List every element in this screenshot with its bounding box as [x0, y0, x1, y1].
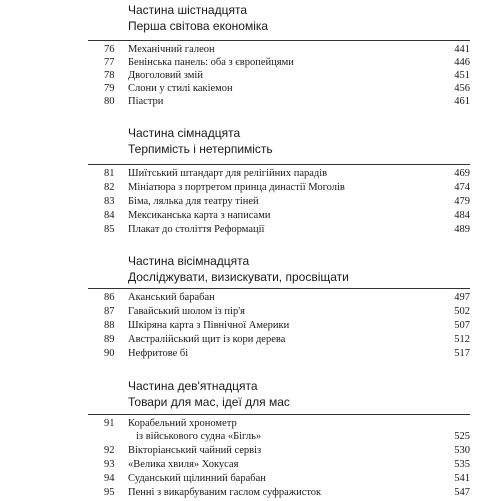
entry-number: 77 [104, 57, 115, 68]
toc-entry[interactable] [0, 416, 500, 446]
entry-title: Мініатюра з портретом принца династії Моголів [128, 182, 345, 193]
entry-number: 78 [104, 70, 115, 81]
entry-number: 81 [104, 168, 115, 179]
entry-page: 507 [454, 320, 470, 331]
entry-title: Гавайський шолом із пір'я [128, 306, 245, 317]
toc-entry[interactable] [0, 485, 500, 501]
entry-title: Аканський барабан [128, 292, 215, 303]
entry-title: Шиїтський штандарт для релігійних парадів [128, 168, 328, 179]
part-label: Частина дев'ятнадцята [128, 379, 258, 393]
entry-page: 547 [454, 487, 470, 498]
section-divider [88, 288, 470, 289]
entry-title: Двоголовий змій [128, 70, 203, 81]
entry-page: 512 [454, 334, 470, 345]
entry-number: 89 [104, 334, 115, 345]
entry-number: 87 [104, 306, 115, 317]
entry-page: 497 [454, 292, 470, 303]
entry-page: 541 [454, 473, 470, 484]
entry-number: 88 [104, 320, 115, 331]
entry-number: 80 [104, 96, 115, 107]
toc-entry[interactable] [0, 346, 500, 362]
entry-page: 479 [454, 196, 470, 207]
entry-page: 469 [454, 168, 470, 179]
entry-number: 94 [104, 473, 115, 484]
entry-page: 446 [454, 57, 470, 68]
entry-number: 79 [104, 83, 115, 94]
entry-number: 92 [104, 445, 115, 456]
entry-page: 474 [454, 182, 470, 193]
toc-entry[interactable] [0, 222, 500, 238]
part-label: Частина вісімнадцята [128, 254, 250, 268]
entry-page: 461 [454, 96, 470, 107]
entry-title: Механічний галеон [128, 44, 215, 55]
entry-number: 76 [104, 44, 115, 55]
entry-page: 441 [454, 44, 470, 55]
entry-title: Австралійський щит із кори дерева [128, 334, 286, 345]
entry-number: 95 [104, 487, 115, 498]
entry-title: Біма, лялька для театру тіней [128, 196, 259, 207]
part-label: Частина сімнадцята [128, 126, 241, 140]
entry-title: Слони у стилі какіемон [128, 83, 233, 94]
entry-number: 83 [104, 196, 115, 207]
entry-title: Нефритове бі [128, 348, 189, 359]
entry-page: 484 [454, 210, 470, 221]
entry-number: 90 [104, 348, 115, 359]
entry-page: 535 [454, 459, 470, 470]
entry-page: 530 [454, 445, 470, 456]
entry-title: Шкіряна карта з Північної Америки [128, 320, 290, 331]
entry-page: 502 [454, 306, 470, 317]
part-title: Досліджувати, визискувати, просвіщати [128, 270, 349, 284]
entry-title-continued: із військового судна «Бігль» [136, 431, 262, 442]
entry-number: 86 [104, 292, 115, 303]
section-divider [88, 164, 470, 165]
entry-number: 93 [104, 459, 115, 470]
entry-title: Плакат до століття Реформації [128, 224, 265, 235]
part-title: Терпимість і нетерпимість [128, 142, 273, 156]
part-label: Частина шістнадцята [128, 3, 248, 17]
entry-title: Суданський щілинний барабан [128, 473, 266, 484]
section-divider [88, 414, 470, 415]
entry-title: Корабельний хронометр [128, 418, 237, 429]
entry-page: 489 [454, 224, 470, 235]
entry-title: Вікторіанський чайний сервіз [128, 445, 262, 456]
entry-number: 84 [104, 210, 115, 221]
entry-page: 525 [454, 431, 470, 442]
entry-title: Піастри [128, 96, 164, 107]
section-divider [88, 40, 470, 41]
entry-number: 91 [104, 418, 115, 429]
entry-title: Пенні з викарбуваним гаслом суфражисток [128, 487, 322, 498]
entry-title: «Велика хвиля» Хокусая [128, 459, 239, 470]
entry-title: Бенінська панель: оба з європейцями [128, 57, 294, 68]
part-title: Перша світова економіка [128, 19, 269, 33]
entry-page: 451 [454, 70, 470, 81]
part-title: Товари для мас, ідеї для мас [128, 395, 290, 409]
entry-number: 85 [104, 224, 115, 235]
entry-page: 517 [454, 348, 470, 359]
entry-page: 456 [454, 83, 470, 94]
toc-entry[interactable] [0, 94, 500, 110]
entry-number: 82 [104, 182, 115, 193]
entry-title: Мексиканська карта з написами [128, 210, 271, 221]
